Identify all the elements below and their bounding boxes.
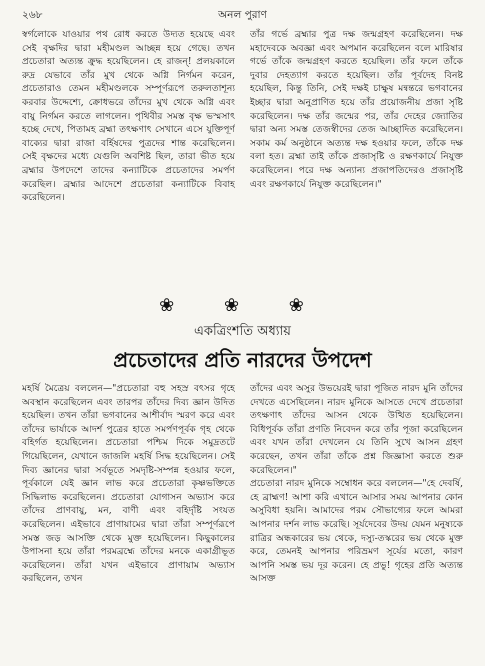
paragraph: প্রচেতারা নারদ মুনিকে সম্বোধন করে বললেন—"হে দেবর্ষি, হে ব্রাহ্মণ! আশা করি এখানে আসার সময় আপনার কোন অসুবিধা হয়নি। আমাদের পরম সৌভাগ্যের ফলে আমরা আপনার দর্শন লাভ করেছি। সূর্যদেবের উদয় যেমন মনুষ্যকে রাত্রির অন্ধকারের ভয় থেকে, দস্যু-তস্করের ভয় থেকে মুক্ত করে, তেমনই আপনার পরিভ্রমণ সূর্যের মতো, কারণ আপনি সমস্ত ভয় দূর করেন। হে প্রভু! গৃহের প্রতি অত্যন্ত আসক্ত — [250, 478, 463, 585]
paragraph: স্বর্গলোকে যাওয়ার পথ রোধ করতে উদ্যত হয়েছে এবং সেই বৃক্ষদির দ্বারা মহীমণ্ডল আচ্ছন্ন হয়ে গেছে। তখন প্রচেতারা অত্যন্ত ক্রুদ্ধ হয়েছিলেন। হে রাজন্! প্রলয়কালে রুদ্র যেভাবে তাঁর মুখ থেকে অগ্নি নির্গমন করেন, প্রচেতারাও তেমন মহীমণ্ডলকে সম্পূর্ণরূপে তরুলতাশূন্য করবার উদ্দেশ্যে, ক্রোধভরে তাঁদের মুখ থেকে অগ্নি এবং বায়ু নির্গমন করতে লাগলেন। পৃথিবীর সমস্ত বৃক্ষ ভস্মসাৎ হচ্ছে দেখে, পিতামহ ব্রহ্মা তৎক্ষণাৎ সেখানে এসে যুক্তিপূর্ণ বাক্যের দ্বারা রাজা বর্হিষদের পুত্রদের শান্ত করেছিলেন। সেই বৃক্ষদের মধ্যে যেগুলি অবশিষ্ট ছিল, তারা ভীত হয়ে ব্রহ্মার উপদেশে তাদের কন্যাটিকে প্রচেতাদের সমর্পণ করেছিল। ব্রহ্মার আদেশে প্রচেতারা কন্যাটিকে বিবাহ করেছিলেন। — [22, 29, 235, 204]
paragraph: তাঁর গর্ভে ব্রহ্মার পুত্র দক্ষ জন্মগ্রহণ করেছিলেন। দক্ষ মহাদেবকে অবজ্ঞা এবং অপমান করেছিলেন বলে মারিষার গর্ভে তাঁকে জন্মগ্রহণ করতে হয়েছিল। তাঁর ফলে তাঁকে দুবার দেহত্যাগ করতে হয়েছিল। তাঁর পূর্বদেহ বিনষ্ট হয়েছিল, কিন্তু তিনি, সেই দক্ষই চাক্ষুষ মন্বন্তরে ভগবানের ইচ্ছার দ্বারা অনুপ্রাণিত হয়ে তাঁর প্রয়োজনীয় প্রজা সৃষ্টি করেছিলেন। দক্ষ তাঁর জন্মের পর, তাঁর দেহের জ্যোতির দ্বারা অন্য সমস্ত তেজস্বীদের তেজ আচ্ছাদিত করেছিলেন। সকাম কর্ম অনুষ্ঠানে অত্যন্ত দক্ষ হওয়ার ফলে, তাঁকে দক্ষ বলা হত। ব্রহ্মা তাই তাঁকে প্রজাসৃষ্টি ও রক্ষণকার্যে নিযুক্ত করেছিলেন। পরে দক্ষ অন্যান্য প্রজাপতিদেরও প্রজাসৃষ্টি এবং রক্ষণকার্যে নিযুক্ত করেছিলেন।" — [250, 29, 463, 190]
chapter-title: প্রচেতাদের প্রতি নারদের উপদেশ — [113, 348, 372, 372]
page-header — [22, 8, 463, 24]
section-ornament — [0, 295, 485, 316]
chapter-heading: একত্রিংশতি অধ্যায় — [194, 324, 291, 339]
running-title: অনল পুরাণ — [218, 9, 267, 21]
paragraph: মহর্ষি মৈত্রেয় বললেন—"প্রচেতারা বহু সহস্র বৎসর গৃহে অবস্থান করেছিলেন এবং তারপর তাঁদের দিব্য জ্ঞান উদিত হয়েছিল। তখন তাঁরা ভগবানের আশীর্বাদ স্মরণ করে এবং তাঁদের ভার্যাকে আদর্শ পুত্রের হাতে সমর্পণপূর্বক গৃহ থেকে বহির্গত হয়েছিলেন। প্রচেতারা পশ্চিম দিকে সমুদ্রতটে গিয়েছিলেন, যেখানে জাজলি মহর্ষি সিদ্ধ হয়েছিলেন। সেই দিব্য জ্ঞানের দ্বারা সর্বভূতে সমদৃষ্টি-সম্পন্ন হওয়ার ফলে, পূর্বকালে যেই জ্ঞান লাভ করে প্রচেতারা কৃষ্ণভক্তিতে সিদ্ধিলাভ করেছিলেন। প্রচেতারা যোগাসন অভ্যাস করে তাঁদের প্রাণবায়ু, মন, বাণী এবং বহির্দৃষ্টি সংযত করেছিলেন। এইভাবে প্রাণায়ামের দ্বারা তাঁরা সম্পূর্ণরূপে সমস্ত জড় আসক্তি থেকে মুক্ত হয়েছিলেন। কিছুকালের উপাসনা হয়ে তাঁরা পরমব্রহ্মে তাঁদের মনকে একাগ্রীভূত করেছিলেন। তাঁরা যখন এইভাবে প্রাণায়াম অভ্যাস করছিলেন, তখন — [22, 383, 235, 585]
flower-ornament-icon: ❀ — [223, 295, 262, 316]
top-right-column — [250, 28, 463, 283]
flower-ornament-icon: ❀ — [288, 295, 326, 316]
paragraph: তাঁদের এবং অসুর উভয়েরই দ্বারা পূজিত নারদ মুনি তাঁদের দেখতে এসেছিলেন। নারদ মুনিকে আসতে দেখে প্রচেতারা তৎক্ষণাৎ তাঁদের আসন থেকে উত্থিত হয়েছিলেন। বিধিপূর্বক তাঁরা প্রণতি নিবেদন করে তাঁর পূজা করেছিলেন এবং যখন তাঁরা দেখলেন যে তিনি সুখে আসন গ্রহণ করেছেন, তখন তাঁরা তাঁকে প্রশ্ন জিজ্ঞাসা করতে শুরু করেছিলেন।" — [250, 383, 463, 476]
bottom-right-column — [250, 382, 463, 660]
flower-ornament-icon: ❀ — [159, 295, 197, 316]
bottom-left-column — [22, 382, 235, 660]
page-number: ২৬৮ — [22, 9, 43, 21]
top-left-column — [22, 28, 235, 283]
